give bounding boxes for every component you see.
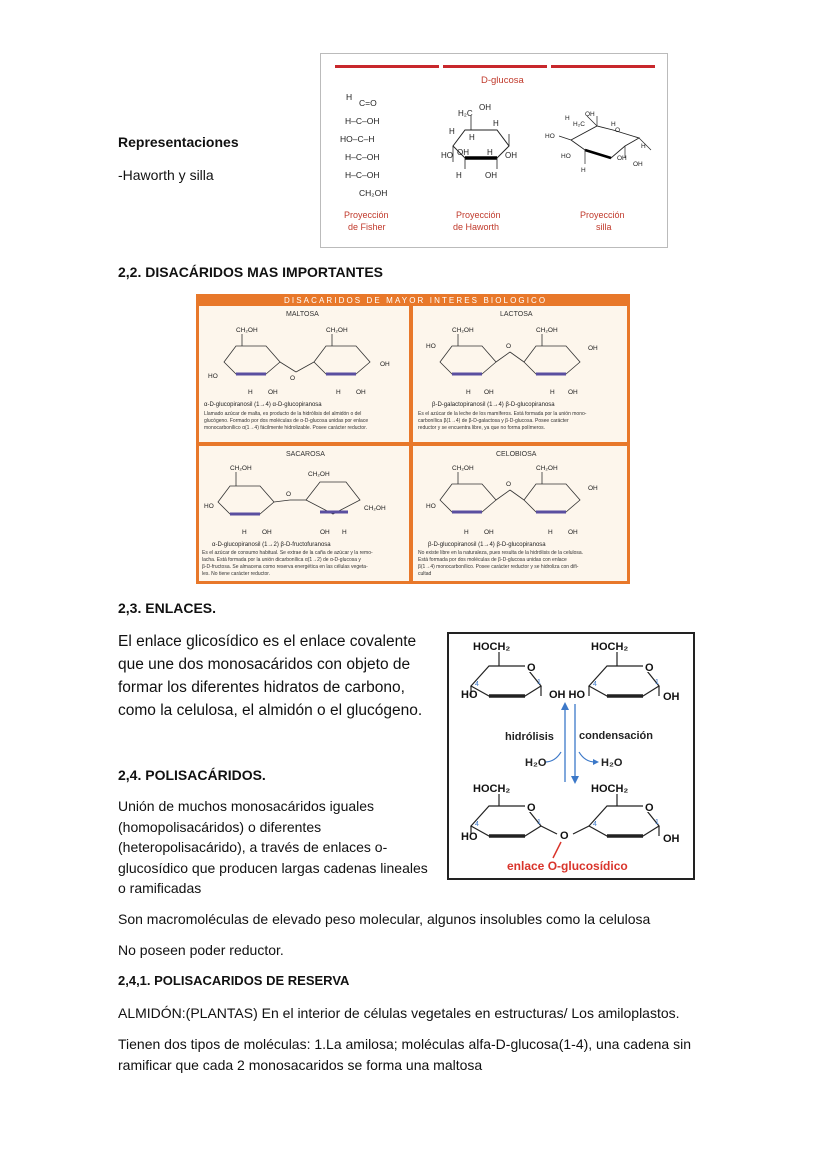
section-23-heading: 2,3. ENLACES.: [118, 600, 217, 616]
chair-label: H₂C: [573, 121, 585, 128]
svg-text:H: H: [242, 529, 247, 536]
sacarosa-desc: lacha. Está formada por la unión dicarbonílica α(1→2) de α-D-glucosa y: [202, 557, 361, 563]
text-line: que une dos monosacáridos con objeto de: [118, 656, 411, 673]
svg-text:CH₂OH: CH₂OH: [536, 465, 558, 472]
carbon-number: 4: [593, 681, 597, 688]
lactosa-title: LACTOSA: [500, 311, 533, 318]
red-rule: [551, 65, 655, 68]
h2o-right-label: H₂O: [601, 757, 623, 769]
chair-projection: [545, 111, 651, 174]
svg-text:HO: HO: [204, 503, 214, 510]
ring-oxygen: O: [645, 662, 654, 674]
bridge-oxygen: O: [560, 830, 569, 842]
caption-fisher-2: de Fisher: [348, 222, 386, 232]
oh-right-label: OH: [663, 691, 680, 703]
ring-oxygen: O: [527, 802, 536, 814]
hidrolisis-label: hidrólisis: [505, 731, 554, 743]
chair-label: HO: [545, 133, 555, 140]
haworth-label: H: [487, 148, 493, 157]
reaction-arrows: [545, 702, 599, 784]
carbon-number: 1: [655, 819, 659, 826]
svg-text:CH₂OH: CH₂OH: [230, 465, 252, 472]
sacarosa-name: α-D-glucopiranosil (1→2) β-D-fructofuranosa: [212, 542, 331, 548]
condensacion-label: condensación: [579, 730, 653, 742]
fisher-row-5: H–C–OH: [345, 170, 380, 180]
fisher-cho: C=O: [359, 98, 377, 108]
celobiosa-desc: β(1→4) monocarbonílico. Posee carácter reductor y se hidroliza con difi-: [418, 564, 579, 570]
carbon-number: 1: [655, 679, 659, 686]
amilosa-para: [118, 1034, 718, 1075]
svg-text:CH₂OH: CH₂OH: [236, 327, 258, 334]
text-line: ramificar que cada 2 monosacaridos se forma una maltosa: [118, 1056, 483, 1073]
h2o-left-label: H₂O: [525, 757, 547, 769]
red-rule: [335, 65, 439, 68]
ho-bottom-label: HO: [461, 831, 478, 843]
caption-chair-2: silla: [596, 222, 612, 232]
text-line: Unión de muchos monosacáridos iguales: [118, 798, 375, 814]
text-line: (homopolisacáridos) o diferentes: [118, 818, 322, 835]
maltosa-name: α-D-glucopiranosil (1→4) α-D-glucopiranosa: [204, 402, 322, 408]
chair-label: OH: [617, 155, 627, 162]
caption-haworth-2: de Haworth: [453, 222, 500, 232]
fisher-ch2oh: CH₂OH: [359, 188, 388, 198]
section-22-heading: 2,2. DISACÁRIDOS MAS IMPORTANTES: [118, 264, 383, 280]
caption-fisher-1: Proyección: [344, 210, 389, 220]
maltosa-desc: glucógeno. Formado por dos moléculas de α-D-glucosa unidas por enlace: [204, 418, 369, 424]
sacarosa-desc: les. No tiene carácter reductor.: [202, 571, 271, 577]
svg-text:H: H: [550, 389, 555, 396]
celobiosa-desc: No existe libre en la naturaleza, pues resulta de la hidrólisis de la celulosa.: [418, 550, 584, 556]
disaccharides-diagram: [196, 294, 630, 584]
chair-label: OH: [633, 161, 643, 168]
celobiosa-desc: Está formada por dos moléculas de β-D-glucosa unidas con enlace: [418, 557, 567, 563]
chair-label: O: [615, 127, 621, 134]
maltosa-desc: Llamado azúcar de malta, es producto de la hidrólisis del almidón o del: [204, 411, 362, 417]
section-241-heading: 2,4,1. POLISACARIDOS DE RESERVA: [118, 973, 350, 988]
projection-captions: [344, 210, 625, 232]
representaciones-subtitle: -Haworth y silla: [118, 167, 214, 183]
haworth-label: H: [469, 133, 475, 142]
fisher-row-4: H–C–OH: [345, 152, 380, 162]
text-line: o ramificadas: [118, 880, 202, 896]
svg-text:H: H: [248, 389, 253, 396]
celobiosa-desc: cultad: [418, 571, 432, 577]
svg-text:OH: OH: [588, 485, 598, 492]
lactosa-name: β-D-galactopiranosil (1→4) β-D-glucopiranosa: [432, 402, 555, 408]
ho-left-label: HO: [461, 689, 478, 701]
svg-text:H: H: [548, 529, 553, 536]
polisacaridos-para-2: No poseen poder reductor.: [118, 942, 284, 958]
haworth-label: H₂C: [458, 109, 473, 118]
bond-pointer: [553, 842, 561, 858]
svg-text:O: O: [506, 343, 512, 350]
glycosidic-bond-diagram: [449, 634, 693, 878]
caption-chair-1: Proyección: [580, 210, 625, 220]
svg-text:OH: OH: [484, 529, 494, 536]
lactosa-desc: carbonílica β(1→4) de β-D-galactosa y β-D-glucosa. Posee carácter: [418, 418, 569, 424]
hoch2-label: HOCH₂: [473, 783, 511, 795]
carbon-number: 4: [593, 821, 597, 828]
svg-text:OH: OH: [568, 529, 578, 536]
svg-text:HO: HO: [426, 503, 436, 510]
text-line: (heteropolisacárido), a través de enlaces o-: [118, 839, 388, 855]
hoch2-label: HOCH₂: [591, 783, 629, 795]
carbon-number: 4: [475, 681, 479, 688]
haworth-label: OH: [505, 151, 517, 160]
svg-text:O: O: [290, 375, 296, 382]
text-line: El enlace glicosídico es el enlace covalente: [118, 633, 417, 650]
svg-text:OH: OH: [268, 389, 278, 396]
chair-label: H: [611, 121, 616, 128]
section-24-text: [118, 796, 438, 899]
chair-label: HO: [561, 153, 571, 160]
haworth-label: OH: [457, 148, 469, 157]
section-23-text: [118, 630, 438, 722]
haworth-label: H: [449, 127, 455, 136]
svg-text:OH: OH: [380, 361, 390, 368]
oh-bottom-label: OH: [663, 833, 680, 845]
oh-ho-label: OH HO: [549, 689, 586, 701]
celobiosa-title: CELOBIOSA: [496, 451, 537, 458]
fisher-projection: [340, 92, 387, 198]
carbon-number: 4: [475, 821, 479, 828]
glycosidic-bond-figure: [447, 632, 695, 880]
carbon-number: 1: [537, 679, 541, 686]
ring-oxygen: O: [645, 802, 654, 814]
text-line: como la celulosa, el almidón o el glucógeno.: [118, 702, 423, 719]
representaciones-title: Representaciones: [118, 134, 239, 150]
chair-label: H: [581, 167, 586, 174]
svg-text:CH₂OH: CH₂OH: [536, 327, 558, 334]
chair-label: H: [641, 143, 646, 150]
svg-text:H: H: [342, 529, 347, 536]
text-line: formar los diferentes hidratos de carbono,: [118, 679, 405, 696]
haworth-label: OH: [479, 103, 491, 112]
svg-text:CH₂OH: CH₂OH: [326, 327, 348, 334]
chair-label: H: [565, 115, 570, 122]
svg-text:O: O: [506, 481, 512, 488]
glucose-title: D-glucosa: [481, 75, 524, 86]
section-24-heading: 2,4. POLISACÁRIDOS.: [118, 767, 266, 783]
svg-text:HO: HO: [426, 343, 436, 350]
svg-text:OH: OH: [320, 529, 330, 536]
lactosa-desc: reductor y se encuentra libre, ya que no forma polímeros.: [418, 425, 546, 431]
svg-text:HO: HO: [208, 373, 218, 380]
ring-oxygen: O: [527, 662, 536, 674]
svg-text:OH: OH: [262, 529, 272, 536]
haworth-label: HO: [441, 151, 453, 160]
almidon-para: ALMIDÓN:(PLANTAS) En el interior de células vegetales en estructuras/ Los amiloplastos.: [118, 1005, 680, 1021]
svg-text:CH₂OH: CH₂OH: [452, 327, 474, 334]
sacarosa-desc: Es el azúcar de consumo habitual. Se extrae de la caña de azúcar y la remo-: [202, 550, 373, 556]
hoch2-label: HOCH₂: [473, 641, 511, 653]
svg-text:OH: OH: [484, 389, 494, 396]
svg-text:OH: OH: [356, 389, 366, 396]
caption-haworth-1: Proyección: [456, 210, 501, 220]
celobiosa-name: β-D-glucopiranosil (1→4) β-D-glucopiranosa: [428, 542, 546, 548]
sacarosa-title: SACAROSA: [286, 451, 325, 458]
text-line: Tienen dos tipos de moléculas: 1.La amilosa; moléculas alfa-D-glucosa(1-4), una cadena sin: [118, 1036, 692, 1052]
haworth-projection: [441, 103, 517, 180]
maltosa-title: MALTOSA: [286, 311, 319, 318]
disaccharides-figure: [196, 294, 630, 584]
fisher-h-top: H: [346, 92, 353, 102]
glucose-diagram: [321, 54, 667, 247]
carbon-number: 1: [537, 819, 541, 826]
lactosa-desc: Es el azúcar de la leche de los mamíferos. Está formada por la unión mono-: [418, 411, 587, 417]
haworth-label: OH: [485, 171, 497, 180]
disaccharides-banner: DISACARIDOS DE MAYOR INTERES BIOLOGICO: [284, 296, 548, 305]
text-line: glucosídico que producen largas cadenas lineales: [118, 859, 428, 876]
svg-text:CH₂OH: CH₂OH: [364, 505, 386, 512]
svg-text:OH: OH: [588, 345, 598, 352]
svg-text:CH₂OH: CH₂OH: [452, 465, 474, 472]
svg-text:H: H: [464, 529, 469, 536]
haworth-label: H: [456, 171, 462, 180]
svg-text:O: O: [286, 491, 292, 498]
red-rule: [443, 65, 547, 68]
hoch2-label: HOCH₂: [591, 641, 629, 653]
fisher-row-3: HO–C–H: [340, 134, 375, 144]
glucose-figure: [320, 53, 668, 248]
sacarosa-desc: β-D-fructosa. Se almacena como reserva energética en las células vegeta-: [202, 564, 368, 570]
svg-text:H: H: [466, 389, 471, 396]
enlace-label: enlace O-glucosídico: [507, 859, 628, 873]
svg-text:CH₂OH: CH₂OH: [308, 471, 330, 478]
svg-text:H: H: [336, 389, 341, 396]
fisher-row-2: H–C–OH: [345, 116, 380, 126]
haworth-label: H: [493, 119, 499, 128]
maltosa-desc: monocarbonílico α(1→4) fácilmente hidrolizable. Posee carácter reductor.: [204, 425, 367, 431]
svg-text:OH: OH: [568, 389, 578, 396]
polisacaridos-para-1: Son macromoléculas de elevado peso molecular, algunos insolubles como la celulosa: [118, 911, 651, 927]
chair-label: OH: [585, 111, 595, 118]
